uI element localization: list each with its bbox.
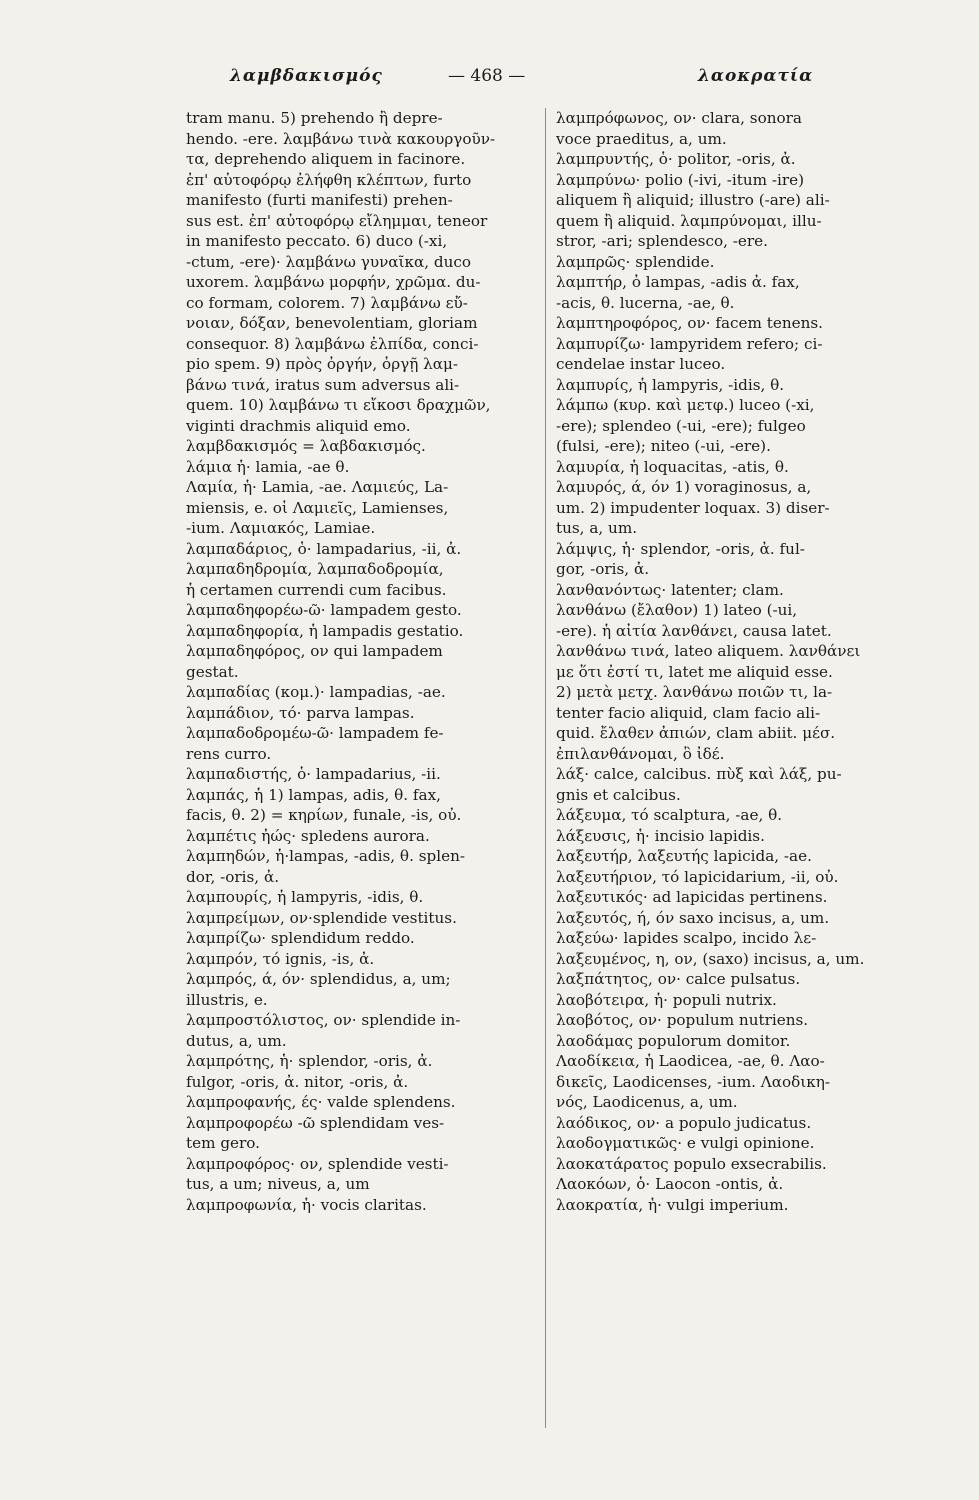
left-column — [186, 108, 535, 1478]
dictionary-line: sus est. ἐπ' αὐτοφόρῳ εἴλημμαι, teneor — [186, 211, 488, 230]
dictionary-line: um. 2) impudenter loquax. 3) diser- — [556, 498, 830, 517]
dictionary-line: tus, a um; niveus, a, um — [186, 1175, 370, 1193]
dictionary-line: λαξπάτητος, ον· calce pulsatus. — [556, 970, 801, 988]
right-column — [556, 108, 958, 1478]
dictionary-line: λαμπαδοδρομέω-ῶ· lampadem fe- — [186, 724, 444, 742]
dictionary-line: λαμπουρίς, ἡ lampyris, -idis, θ. — [186, 888, 424, 906]
dictionary-line: λαμπαδηφόρος, ον qui lampadem — [186, 642, 443, 660]
dictionary-line: με ὅτι ἐστί τι, latet me aliquid esse. — [556, 662, 833, 681]
dictionary-line: dutus, a, um. — [186, 1031, 287, 1050]
dictionary-line: λαμπαδηφορέω-ῶ· lampadem gesto. — [186, 601, 462, 619]
dictionary-line: λαμπροφανής, ές· valde splendens. — [186, 1093, 456, 1111]
dictionary-line: λαμπρίζω· splendidum reddo. — [186, 929, 415, 947]
dictionary-line: λαμπτηροφόρος, ον· facem tenens. — [556, 314, 824, 332]
dictionary-line: λαμπαδηδρομία, λαμπαδοδρομία, — [186, 560, 444, 578]
dictionary-line: λάξ· calce, calcibus. πὺξ καὶ λάξ, pu- — [556, 765, 842, 783]
dictionary-line: -ere). ἡ αἰτία λανθάνει, causa latet. — [556, 621, 832, 640]
dictionary-line: λαμπυρίζω· lampyridem refero; ci- — [556, 334, 823, 353]
dictionary-line: λαμπροστόλιστος, ον· splendide in- — [186, 1011, 461, 1029]
header-right-guideword: λαοκρατία — [698, 66, 814, 86]
dictionary-line: tem gero. — [186, 1134, 260, 1152]
dictionary-line: λαξευτός, ή, όν saxo incisus, a, um. — [556, 908, 830, 927]
dictionary-line: co formam, colorem. 7) λαμβάνω εὔ- — [186, 293, 468, 312]
dictionary-line: λαμπρόφωνος, ον· clara, sonora — [556, 109, 802, 127]
dictionary-line: ἡ certamen currendi cum facibus. — [186, 580, 447, 599]
page-header — [0, 66, 979, 96]
dictionary-line: pio spem. 9) πρὸς ὀργήν, ὀργῇ λαμ- — [186, 355, 459, 373]
dictionary-line: λαοκρατία, ἡ· vulgi imperium. — [556, 1195, 789, 1214]
dictionary-line: tram manu. 5) prehendo ἢ depre- — [186, 109, 443, 127]
dictionary-line: λανθάνω (ἔλαθον) 1) lateo (-ui, — [556, 601, 798, 619]
dictionary-line: -ctum, -ere)· λαμβάνω γυναῖκα, duco — [186, 252, 472, 271]
dictionary-line: λαοδάμας populorum domitor. — [556, 1031, 791, 1050]
dictionary-line: λαμπαδίας (κομ.)· lampadias, -ae. — [186, 683, 446, 701]
dictionary-line: uxorem. λαμβάνω μορφήν, χρῶμα. du- — [186, 273, 481, 291]
dictionary-line: miensis, e. οἱ Λαμιεῖς, Lamienses, — [186, 498, 449, 517]
dictionary-line: -ere); splendeo (-ui, -ere); fulgeo — [556, 416, 806, 435]
dictionary-line: tus, a, um. — [556, 519, 638, 537]
dictionary-line: λάμια ἡ· lamia, -ae θ. — [186, 457, 350, 476]
dictionary-line: manifesto (furti manifesti) prehen- — [186, 191, 453, 209]
dictionary-line: ἐπ' αὐτοφόρῳ ἐλήφθη κλέπτων, furto — [186, 170, 472, 189]
dictionary-line: viginti drachmis aliquid emo. — [186, 416, 411, 435]
dictionary-line: -acis, θ. lucerna, -ae, θ. — [556, 293, 735, 312]
dictionary-line: λαμπρός, ά, όν· splendidus, a, um; — [186, 970, 451, 988]
dictionary-line: quem. 10) λαμβάνω τι εἴκοσι δραχμῶν, — [186, 396, 491, 414]
dictionary-line: λαμπρυντής, ὁ· politor, -oris, ἀ. — [556, 150, 796, 168]
dictionary-line: λαμπυρίς, ἡ lampyris, -idis, θ. — [556, 375, 785, 394]
dictionary-line: quem ἢ aliquid. λαμπρύνομαι, illu- — [556, 211, 822, 230]
dictionary-line: λαμπηδών, ἡ·lampas, -adis, θ. splen- — [186, 847, 466, 865]
dictionary-line: λαμπροφορέω -ῶ splendidam ves- — [186, 1113, 445, 1132]
dictionary-line: tenter facio aliquid, clam facio ali- — [556, 703, 821, 722]
dictionary-line: λαμβδακισμός = λαβδακισμός. — [186, 437, 426, 455]
dictionary-line: λαμυρός, ά, όν 1) voraginosus, a, — [556, 478, 812, 496]
dictionary-line: βάνω τινά, iratus sum adversus ali- — [186, 375, 460, 394]
dictionary-line: λαμπρότης, ἡ· splendor, -oris, ἀ. — [186, 1052, 433, 1070]
dictionary-line: λαοδογματικῶς· e vulgi opinione. — [556, 1134, 815, 1152]
dictionary-line: λάμψις, ἡ· splendor, -oris, ἀ. ful- — [556, 539, 805, 558]
dictionary-line: λανθανόντως· latenter; clam. — [556, 580, 784, 599]
dictionary-line: gnis et calcibus. — [556, 785, 681, 804]
dictionary-line: Λαμία, ἡ· Lamia, -ae. Λαμιεύς, La- — [186, 478, 449, 496]
dictionary-line: λαμπάς, ἡ 1) lampas, adis, θ. fax, — [186, 785, 441, 804]
dictionary-line: cendelae instar luceo. — [556, 355, 726, 373]
dictionary-line: λαόδικος, ον· a populo judicatus. — [556, 1113, 812, 1132]
dictionary-line: λάμπω (κυρ. καὶ μετφ.) luceo (-xi, — [556, 396, 815, 414]
dictionary-line: 2) μετὰ μετχ. λανθάνω ποιῶν τι, la- — [556, 683, 833, 701]
dictionary-line: ἐπιλανθάνομαι, ὃ ἰδέ. — [556, 744, 725, 763]
dictionary-line: λαξευτικός· ad lapicidas pertinens. — [556, 888, 828, 906]
dictionary-line: λαμπρῶς· splendide. — [556, 252, 715, 271]
dictionary-line: λαξεύω· lapides scalpo, incido λε- — [556, 929, 817, 947]
dictionary-line: λαξευτήρ, λαξευτής lapicida, -ae. — [556, 847, 812, 865]
dictionary-line: νός, Laodicenus, a, um. — [556, 1093, 738, 1111]
header-left-guideword: λαμβδακισμός — [230, 66, 383, 86]
dictionary-line: λαοβότος, ον· populum nutriens. — [556, 1011, 809, 1029]
dictionary-line: λαμπέτις ἠώς· spledens aurora. — [186, 826, 430, 845]
dictionary-line: λαμπαδηφορία, ἡ lampadis gestatio. — [186, 621, 464, 640]
dictionary-line: consequor. 8) λαμβάνω ἐλπίδα, conci- — [186, 334, 479, 353]
dictionary-line: λαμπρείμων, ον·splendide vestitus. — [186, 908, 457, 927]
dictionary-line: λαξευμένος, η, ον, (saxo) incisus, a, um. — [556, 949, 865, 968]
dictionary-line: τα, deprehendo aliquem in facinore. — [186, 150, 466, 168]
dictionary-line: gor, -oris, ἀ. — [556, 560, 650, 578]
dictionary-line: νοιαν, δόξαν, benevolentiam, gloriam — [186, 314, 478, 332]
dictionary-line: stror, -ari; splendesco, -ere. — [556, 232, 768, 250]
column-divider — [545, 108, 546, 1428]
dictionary-line: λαμπροφόρος· ον, splendide vesti- — [186, 1154, 449, 1173]
dictionary-line: -ium. Λαμιακός, Lamiae. — [186, 519, 376, 537]
page-number: — 468 — — [448, 66, 526, 86]
dictionary-line: λάξευσις, ἡ· incisio lapidis. — [556, 826, 765, 845]
dictionary-line: λαμπροφωνία, ἡ· vocis claritas. — [186, 1195, 427, 1214]
dictionary-line: quid. ἔλαθεν ἀπιών, clam abiit. μέσ. — [556, 724, 836, 742]
dictionary-line: λαοκατάρατος populo exsecrabilis. — [556, 1154, 827, 1173]
dictionary-line: dor, -oris, ἀ. — [186, 867, 280, 886]
dictionary-line: aliquem ἢ aliquid; illustro (-are) ali- — [556, 191, 830, 209]
dictionary-line: gestat. — [186, 662, 239, 681]
dictionary-line: δικεῖς, Laodicenses, -ium. Λαοδικη- — [556, 1072, 830, 1091]
dictionary-line: rens curro. — [186, 744, 272, 763]
dictionary-line: illustris, e. — [186, 990, 268, 1009]
dictionary-line: λαμπτήρ, ὁ lampas, -adis ἀ. fax, — [556, 273, 800, 291]
dictionary-line: λαμπρύνω· polio (-ivi, -itum -ire) — [556, 170, 804, 189]
dictionary-line: Λαοκόων, ὁ· Laocon -ontis, ἀ. — [556, 1175, 784, 1193]
dictionary-line: λαοβότειρα, ἡ· populi nutrix. — [556, 990, 777, 1009]
dictionary-line: λαμπαδάριος, ὁ· lampadarius, -ii, ἀ. — [186, 539, 462, 558]
dictionary-line: hendo. -ere. λαμβάνω τινὰ κακουργοῦν- — [186, 129, 496, 148]
dictionary-line: λαξευτήριον, τό lapicidarium, -ii, οὐ. — [556, 867, 839, 886]
dictionary-line: λανθάνω τινά, lateo aliquem. λανθάνει — [556, 642, 861, 660]
dictionary-line: λάξευμα, τό scalptura, -ae, θ. — [556, 806, 783, 824]
dictionary-line: Λαοδίκεια, ἡ Laodicea, -ae, θ. Λαο- — [556, 1052, 825, 1070]
dictionary-line: fulgor, -oris, ἀ. nitor, -oris, ἀ. — [186, 1072, 409, 1091]
dictionary-line: λαμυρία, ἡ loquacitas, -atis, θ. — [556, 457, 789, 476]
dictionary-line: λαμπαδιστής, ὁ· lampadarius, -ii. — [186, 765, 441, 783]
dictionary-line: λαμπρόν, τό ignis, -is, ἀ. — [186, 949, 375, 968]
dictionary-line: voce praeditus, a, um. — [556, 129, 727, 148]
dictionary-line: in manifesto peccato. 6) duco (-xi, — [186, 232, 448, 250]
dictionary-line: facis, θ. 2) = κηρίων, funale, -is, οὐ. — [186, 806, 462, 824]
dictionary-line: (fulsi, -ere); niteo (-ui, -ere). — [556, 437, 771, 455]
dictionary-line: λαμπάδιον, τό· parva lampas. — [186, 703, 415, 722]
